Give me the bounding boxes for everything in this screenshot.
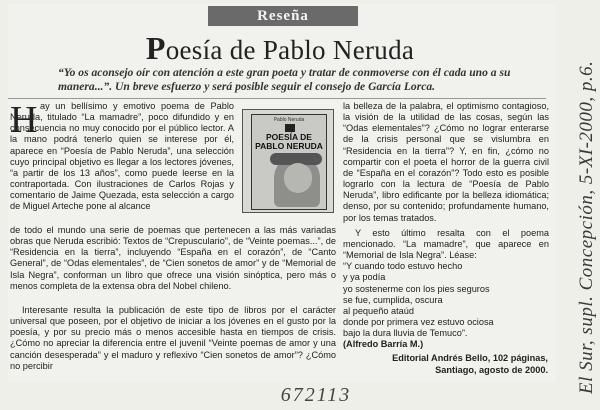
paragraph-2: Interesante resulta la publicación de este tipo de libros por el carácter universal que poseen, por el objetivo de iniciar a los jóvenes en el gusto por la poesía, y por su precio más o menos accesible hasta en tiempos de crisis. ¿Cómo no apreciar la diferencia entre el juvenil “Veinte poemas de amor y una canción desesperada” y el maduro y reflexivo “Cien sonetos de amor”? ¿Cómo no percibir <box>10 305 336 371</box>
book-cover-image <box>242 109 334 213</box>
poem-line: bajo la dura lluvia de Temuco”. <box>343 328 468 339</box>
poem <box>343 261 549 339</box>
headline-dropcap: P <box>145 30 166 66</box>
dropcap: H <box>10 99 38 141</box>
poem-line: al pequeño ataúd <box>343 305 415 316</box>
column-left <box>10 101 336 383</box>
headline-text: oesía de Pablo Neruda <box>165 35 415 65</box>
headline <box>0 30 560 67</box>
publication-info-line2: Santiago, agosto de 2000. <box>435 364 548 375</box>
book-cover <box>251 114 327 210</box>
publisher-badge-icon <box>285 124 295 132</box>
book-author-small: Pablo Neruda <box>273 117 305 123</box>
book-title-line2: PABLO NERUDA <box>255 141 323 151</box>
face-illustration-icon <box>284 163 312 193</box>
paragraph-1-rest: de todo el mundo una serie de poemas que pertenecen a las más variadas obras que Neruda escribió: Textos de “Crepusculario”, de “Veinte poemas...”, de “Residencia en la tierra”, incluyendo “España en el corazón”, de “Canto General”, de “Odas elementales”, de “Cien sonetos de amor” y de “Memorial de Isla Negra”, conforman un libro que ofrece una visión sinóptica, pero más o menos completa de la extensa obra del Nobel chileno. <box>10 225 336 291</box>
column-right <box>343 101 549 350</box>
archive-number: 672113 <box>280 384 352 406</box>
book-title <box>252 133 326 151</box>
poem-line: yo sostenerme con los pies seguros <box>343 283 490 294</box>
paragraph-1-top: ay un bellísimo y emotivo poema de Pablo Neruda, titulado “La mamadre”, poco difundido y en consecuencia no muy conocido por el público lector. A la mano podrá tenerlo quien se interese por él, aparece en “Poesía de Pablo Neruda”, una selección cuyo principal objetivo es llegar a los lectores jóvenes, “a partir de los 13 años”, como puede leerse en la contraportada. Con ilustraciones de Carlos Rojas y comentario de Jaime Quezada, esta selección a cargo de Miguel Arteche pone al alcance <box>10 101 234 212</box>
book-title-line1: POESÍA DE <box>266 132 312 142</box>
author-signature: (Alfredo Barría M.) <box>343 339 424 350</box>
handwritten-source-note: El Sur, supl. Concepción, 5-XI-2000, p.6. <box>576 60 597 394</box>
poem-line: y ya podía <box>343 272 386 283</box>
column2-paragraph-2: Y esto último resalta con el poema mencionado. “La mamadre”, que aparece en “Memorial de Isla Negra”. Léase: <box>343 227 549 261</box>
poem-line: “Y cuando todo estuvo hecho <box>343 261 463 272</box>
publication-info <box>380 353 548 376</box>
poem-line: se fue, cumplida, oscura <box>343 294 443 305</box>
divider-rule <box>8 98 546 99</box>
publication-info-line1: Editorial Andrés Bello, 102 páginas, <box>392 353 548 363</box>
column2-paragraph-1: la belleza de la palabra, el optimismo contagioso, la visión de la utilidad de las cosas, según las “Odas elementales”? ¿Cómo no lograr enterarse de la crisis personal que se vislumbra en “Residencia en la tierra”? Y, en fin, ¿cómo no compartir con el poeta el horror de la guerra civil de “España en el corazón”? Todo esto es posible lograrlo con la lectura de “Poesía de Pablo Neruda”, libro edificante por la belleza idiomática; denso, por su contenido; profundamente humano, por los temas tratados. <box>343 101 549 223</box>
lead-paragraph: “Yo os aconsejo oír con atención a este gran poeta y tratar de conmoverse con él cada uno a su manera...”. Un breve esfuerzo y será posible seguir el consejo de García Lorca. <box>58 66 511 93</box>
section-label: Reseña <box>208 6 358 26</box>
poem-line: donde por primera vez estuvo ociosa <box>343 316 494 327</box>
